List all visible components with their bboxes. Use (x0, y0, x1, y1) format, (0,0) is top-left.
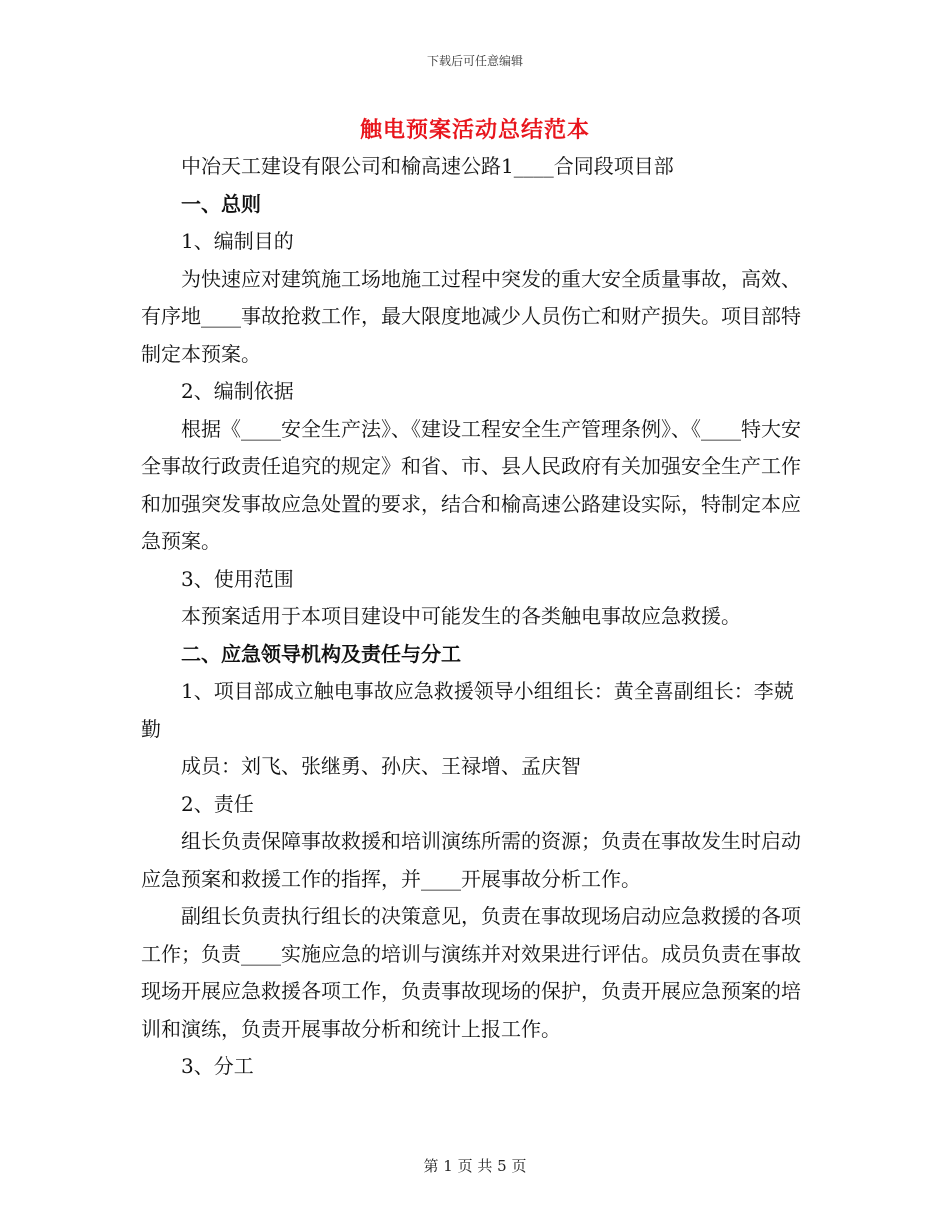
subheading-basis: 2、编制依据 (181, 379, 294, 403)
paragraph-leader-duty: 组长负责保障事故救援和培训演练所需的资源；负责在事故发生时启动应急预案和救援工作的指挥，并____开展事故分析工作。 (141, 829, 801, 891)
paragraph-project-unit: 中冶天工建设有限公司和榆高速公路1____合同段项目部 (181, 154, 674, 178)
subheading-responsibility: 2、责任 (181, 791, 254, 816)
section-heading-general: 一、总则 (181, 191, 261, 216)
paragraph-purpose: 为快速应对建筑施工场地施工过程中突发的重大安全质量事故，高效、有序地____事故抢救工作，最大限度地减少人员伤亡和财产损失。项目部特制定本预案。 (141, 266, 801, 366)
subheading-scope: 3、使用范围 (181, 566, 294, 591)
paragraph-deputy-duty: 副组长负责执行组长的决策意见，负责在事故现场启动应急救援的各项工作；负责____实施应急的培训与演练并对效果进行评估。成员负责在事故现场开展应急救援各项工作，负责事故现场的保护，负责开展应急预案的培训和演练，负责开展事故分析和统计上报工作。 (141, 904, 801, 1041)
subheading-purpose: 1、编制目的 (181, 229, 294, 253)
section-heading-leadership: 二、应急领导机构及责任与分工 (181, 641, 461, 666)
paragraph-basis: 根据《____安全生产法》、《建设工程安全生产管理条例》、《____特大安全事故行政责任追究的规定》和省、市、县人民政府有关加强安全生产工作和加强突发事故应急处置的要求，结合和榆高速公路建设实际，特制定本应急预案。 (141, 416, 801, 553)
document-title: 触电预案活动总结范本 (359, 117, 590, 143)
paragraph-members: 成员：刘飞、张继勇、孙庆、王禄增、孟庆智 (181, 754, 581, 778)
subheading-division: 3、分工 (181, 1054, 254, 1078)
header-note: 下载后可任意编辑 (426, 54, 523, 68)
document-body (141, 148, 811, 1086)
paragraph-leadership-group: 1、项目部成立触电事故应急救援领导小组组长：黄全喜副组长：李兢勤 (141, 679, 794, 741)
paragraph-scope: 本预案适用于本项目建设中可能发生的各类触电事故应急救援。 (181, 604, 741, 628)
page-number: 第 1 页 共 5 页 (423, 1157, 527, 1175)
